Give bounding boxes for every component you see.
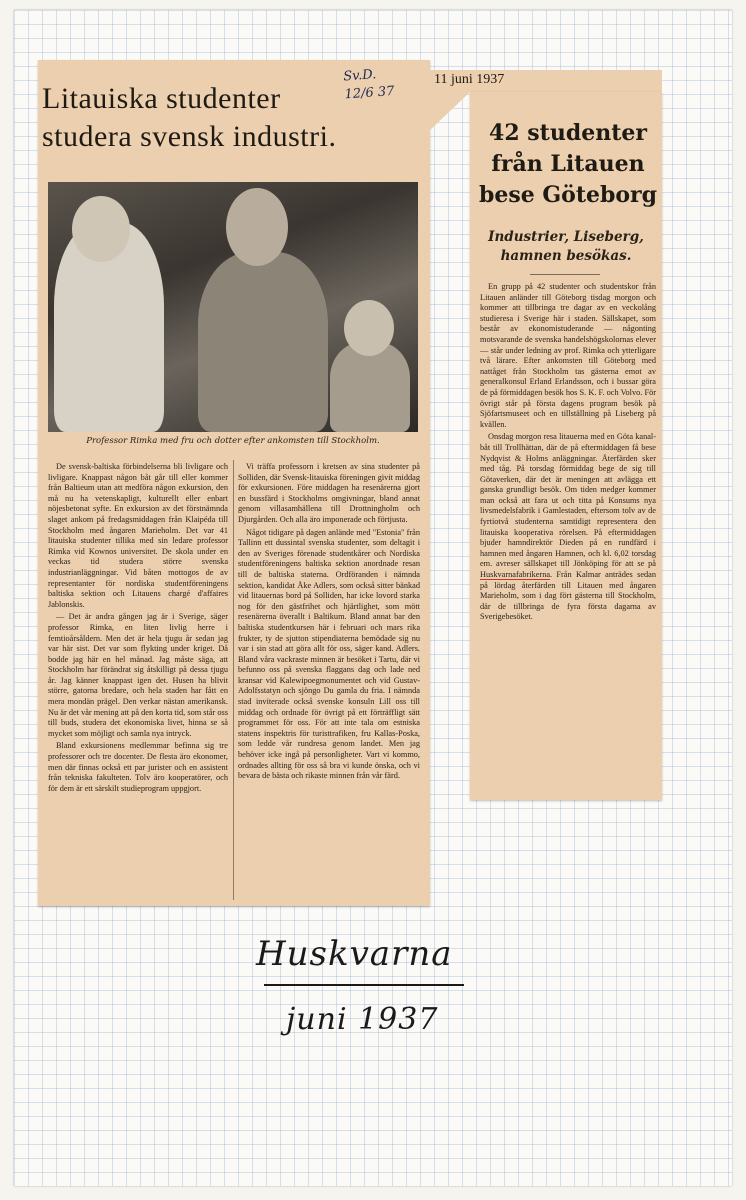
column-divider	[233, 460, 234, 900]
left-article-column-1	[48, 462, 228, 796]
handwritten-date: 12/6 37	[344, 83, 395, 103]
handwritten-source: Sv.D.	[342, 67, 377, 85]
right-paragraph-2-end: . Från Kalmar anträdes sedan på lördag återfärden till Litauen med ångaren Marieholm, som i dag fört gästerna till Stockholm, där de tillbringa de fyra första dagarna av Sverigebesöket.	[480, 570, 656, 622]
left-col2-paragraph: Vi träffa professorn i kretsen av sina studenter på Solliden, där Svensk-litauiska föreningen givit middag för exkursionen. Före middagen ha resenärerna gjort en bussfärd i Stockholms omgivningar, bland annat genom villasamhällena till Drottningholm och Djurgården. Och alla äro imponerade och förtjusta.	[238, 462, 420, 524]
newspaper-clipping-right	[470, 92, 662, 800]
handwritten-place: Huskvarna	[256, 934, 453, 974]
newspaper-clipping-left	[38, 60, 430, 906]
news-photo	[48, 182, 418, 432]
photo-child-head	[344, 300, 394, 356]
photo-man-head	[226, 188, 288, 266]
left-headline-line1: Litauiska studenter	[42, 82, 281, 115]
left-col1-paragraph: — Det är andra gången jag är i Sverige, säger professor Rimka, en liten livlig herre i femtioårsåldern. Men det är hela tjugu år sedan jag var här sist. Det var som flykting under kriget. Då bodde jag här en hel månad. Jag måste säga, att Stockholm har förändrat sig åtskilligt på dessa tjugu år. Jag känner knappast igen det. Husen ha blivit större, gatorna bredare, och hela staden har fått en mera mondän prägel. Den verkar nästan amerikansk. Nu är det vår mening att på den korta tid, som står oss till buds, studera det ekonomiska livet, hinna se så mycket som möjligt och samla nya intryck.	[48, 612, 228, 738]
handwritten-underline	[264, 984, 464, 986]
photo-woman-head	[72, 196, 130, 262]
subhead-divider	[530, 274, 600, 275]
right-paragraph-2-start: Onsdag morgon resa litauerna med en Göta kanal-båt till Trollhättan, där de på eftermiddagen få bese Nydqvist & Holms anläggningar. Återfärden sker med tåg. På torsdag förmiddag bege de sig till Götaverken, där det är meningen att avlägga ett ganska grundligt besök. Om tiden medger kommer man också att fara ut och titta på Konsums nya livsmedelsfabrik i Gamlestaden, eftersom tolv av de fyrtiotvå studenterna samtidigt representera den litauiska kooperativa rörelsen. På eftermiddagen bjuder hamndirektör Dieden på en rundfärd i hamnen med ångaren Hamnen, och kl. 6,02 torsdag em. avreser sällskapet till Jönköping för att se på	[480, 432, 656, 569]
date-strip-clipping	[428, 70, 662, 92]
photo-man-figure	[198, 252, 328, 432]
right-subhead-line1: Industrier, Liseberg,	[488, 229, 644, 245]
right-subheadline	[476, 228, 656, 266]
right-paragraph-2	[480, 432, 656, 623]
photo-caption: Professor Rimka med fru och dotter efter ankomsten till Stockholm.	[86, 436, 380, 446]
right-paragraph-1: En grupp på 42 studenter och studentskor från Litauen anländer till Göteborg tisdag morgon och kommer att tillbringa tre dagar av en veckolång studieresa i Sverige här i staden. Sällskapet, som består av ekonomistuderande — någonting motsvarande de svenska handelshögskolornas elever — står under ledning av prof. Rimka och ytterligare två lärare. Efter ankomsten till Göteborg med nattåget från Stockholm tas gästerna emot av generalkonsul Erland Erlandsson, och i bussar göra de på förmiddagen besök hos S. K. F. och Volvo. För övrigt står på första dagens program besök på Sjöfartsmuseet och en tillställning på Liseberg på kvällen.	[480, 282, 656, 429]
right-headline-line2: från Litauen	[491, 151, 645, 177]
handwritten-date-bottom: juni 1937	[286, 1002, 439, 1037]
handwritten-source-note	[343, 64, 415, 105]
left-headline	[42, 80, 362, 156]
left-col1-paragraph: Bland exkursionens medlemmar befinna sig tre professorer och tre docenter. De flesta äro ekonomer, men där finnas också ett par jurister och en assistent från tekniska fakulteten. Tolv äro kooperatörer, och för dem är ett särskilt studieprogram uppgjort.	[48, 741, 228, 793]
right-headline-line3: bese Göteborg	[478, 182, 658, 208]
right-article-body	[480, 282, 656, 625]
clipping-notch	[428, 92, 470, 132]
left-col1-paragraph: De svensk-baltiska förbindelserna bli livligare och livligare. Knappast någon båt går till eller kommer från Baltieum utan att medföra någon exkursion, den må nu ha vetenskapligt, kulturellt eller enbart nöjesbetonat syfte. En exkursion av det förstnämnda slaget ankom på fredagsmiddagen från Klaipéda till Stockholm med ångaren Marieholm. Det var 41 litauiska studenter tillika med sin ledare professor Rimka vid Kownos universitet. De skola under en veckas tid studera större svenska industrianläggningar. Vid båten mottogos de av representanter för nordiska studentföreningens baltiska sektion och Litauens chargé d'affaires Jablonskis.	[48, 462, 228, 609]
right-headline	[478, 118, 658, 211]
right-headline-line1: 42 studenter	[489, 120, 647, 146]
left-article-column-2	[238, 462, 420, 784]
underlined-huskvarna: Huskvarnafabrikerna	[480, 570, 551, 580]
right-subhead-line2: hamnen besökas.	[500, 248, 632, 264]
left-col2-paragraph: Något tidigare på dagen anlände med "Estonia" från Tallinn ett dussintal svenska studenter, som deltagit i den av Sveriges förenade studentkårer och Nordiska studentföreningens baltiska sektion anordnade resan till de baltiska staterna. Ordföranden i nämnda sektion, kandidat Åke Adlers, som också sitter bänkad vid litauernas bord på Solliden, har icke lovord starka nog för den gästfrihet och hjärtlighet, som mött resenärerna överallt i Baltikum. Bland annat bar den baltiska studentkursen här i februari och mars rika frukter, ty de sjutton stipendiaterna bemödade sig nu var i sin stad att göra allt för oss, säger kand. Adlers. Bland våra vackraste minnen är besöket i Tartu, där vi befunno oss på svenska flaggans dag och lade ned kransar vid Kalewipoegmonumentet och vid Gustav-Adolfsstatyn och sjöngo Du gamla du fria. I nämnda stad inviterade också svenske konsuln Lill oss till middag och ordnade för övrigt på ett förträffligt sätt programmet för oss. För att inte tala om estniska statens inspektris för turisttrafiken, fru Kallas-Poska, som ledde vår rundresa genom landet. Men jag behöver icke ingå på personligheter. Vart vi kommo, ordnades allting för oss så bra vi kunde önska, och vi bevara de bästa och rikaste minnen från vår färd.	[238, 527, 420, 781]
left-headline-line2: studera svensk industri.	[42, 120, 337, 153]
clipping-date: 11 juni 1937	[434, 72, 505, 87]
